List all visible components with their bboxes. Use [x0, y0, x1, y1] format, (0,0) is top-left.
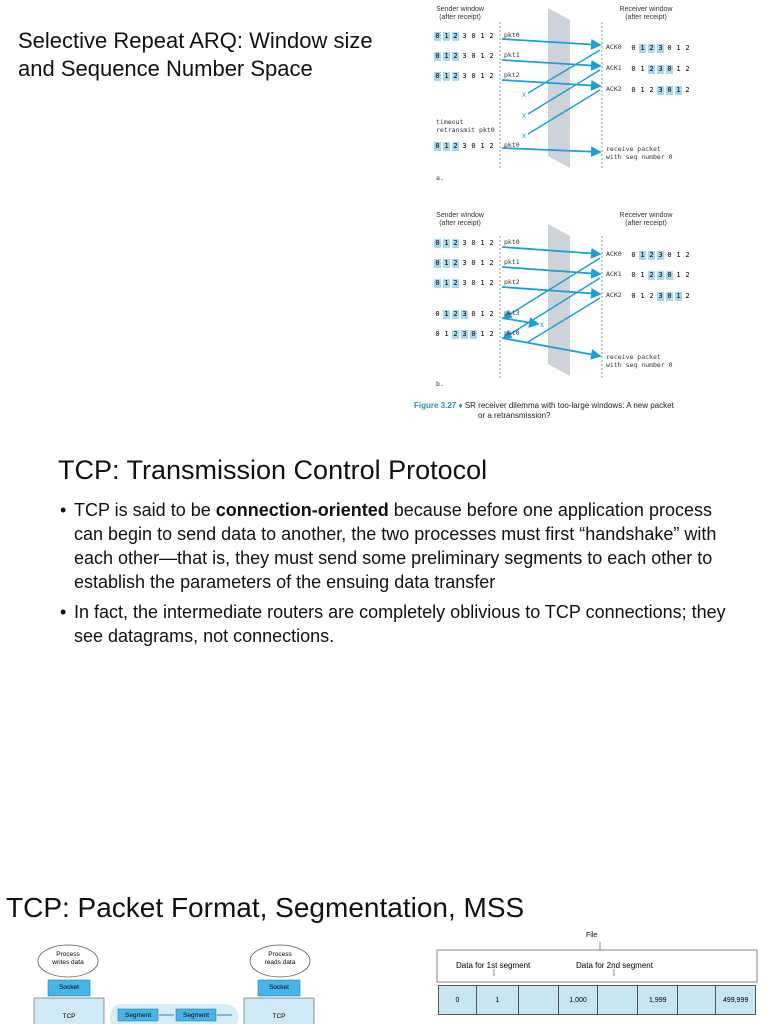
seq-number: 2: [453, 310, 458, 318]
seq-number: 2: [649, 65, 654, 73]
retransmit-row-a-label: pkt0: [504, 141, 520, 149]
seq-number: 3: [658, 65, 663, 73]
seq-number: 2: [453, 239, 458, 247]
seq-number: 0: [471, 32, 476, 40]
seq-number: 0: [471, 259, 476, 267]
seq-number: 1: [444, 52, 449, 60]
seq-number: 0: [435, 72, 440, 80]
seq-number: 3: [462, 279, 467, 287]
seq-number: 2: [489, 310, 494, 318]
seq-number: 1: [640, 251, 645, 259]
seq-number: 1: [480, 259, 485, 267]
seq-number: 0: [435, 52, 440, 60]
byte-cells-row: [438, 985, 756, 1015]
seq-number: 3: [658, 271, 663, 279]
bullet2-text: In fact, the intermediate routers are completely oblivious to TCP connections; they see datagrams, not connections.: [74, 602, 726, 646]
sender-row-b-0: [434, 239, 495, 248]
figure-number: Figure 3.27: [414, 401, 457, 410]
sender-window-header-a: [430, 6, 490, 22]
seq-number: 2: [685, 251, 690, 259]
seq-number: 0: [667, 65, 672, 73]
figure-caption-line1: [414, 401, 714, 411]
bullet1-post: because before one application process can begin to send data to another, the two processes must first “handshake” with each other—that is, they must send some preliminary segments to each other to establish the parameters of the ensuing data transfer: [74, 500, 717, 592]
sender-row-a-2: [434, 72, 495, 81]
seq-number: 1: [676, 292, 681, 300]
timeout-note-line1: timeout: [436, 118, 464, 126]
sr-figure: [410, 0, 730, 430]
seq-number: 0: [667, 292, 672, 300]
seq-number: 3: [658, 86, 663, 94]
receiver-header-line2-b: (after receipt): [625, 220, 667, 227]
seq-number: 0: [435, 330, 440, 338]
ack-label-b-2: ACK2: [606, 291, 622, 299]
seq-number: 0: [471, 72, 476, 80]
seq-number: 1: [480, 52, 485, 60]
process-right-label: [252, 951, 308, 967]
receiver-row-a-2: [630, 86, 691, 95]
sender-window-header-b: [430, 212, 490, 228]
seq-number: 1: [480, 32, 485, 40]
receive-note-b-line2: with seq number 0: [606, 361, 673, 369]
seq-number: 2: [453, 279, 458, 287]
seq-number: 1: [676, 65, 681, 73]
seq-number: 1: [444, 142, 449, 150]
seq-number: 0: [631, 65, 636, 73]
sender-row-a-1: [434, 52, 495, 61]
seq-number: 3: [658, 251, 663, 259]
sender-row-a-1-label: pkt1: [504, 51, 520, 59]
seq-number: 1: [676, 251, 681, 259]
bullet1-text: [74, 498, 740, 594]
seq-number: 0: [471, 52, 476, 60]
seq-number: 0: [667, 86, 672, 94]
sender-row-b-4-label: pkt0: [504, 329, 520, 337]
lost-mark-3: x: [522, 131, 526, 140]
sender-row-b-0-label: pkt0: [504, 238, 520, 246]
seq-number: 0: [667, 271, 672, 279]
seq-number: 2: [453, 52, 458, 60]
slide1-title-line1: Selective Repeat ARQ: Window size: [18, 28, 373, 53]
tcp-left-box: [34, 998, 104, 1024]
seq-number: 2: [489, 72, 494, 80]
seq-number: 1: [640, 44, 645, 52]
ack-label-b-1: ACK1: [606, 270, 622, 278]
seq-number: 0: [435, 32, 440, 40]
receive-note-a: [606, 145, 673, 161]
seq-number: 1: [444, 279, 449, 287]
receiver-row-a-1: [630, 65, 691, 74]
byte-cell: 1: [477, 986, 519, 1014]
caption-text-1: SR receiver dilemma with too-large windows: A new packet: [464, 401, 674, 410]
segment-label-2: Segment: [182, 1012, 210, 1019]
figure-caption: [414, 401, 714, 421]
seq-number: 2: [649, 86, 654, 94]
lost-mark-2: x: [522, 111, 526, 120]
tcp-buffers-figure: [30, 940, 330, 1024]
process-right-line2: reads data: [264, 959, 296, 966]
byte-cell: 499,999: [722, 996, 749, 1004]
seg2-label: Data for 2nd segment: [576, 961, 653, 970]
sender-row-b-4: [434, 330, 495, 339]
seq-number: 0: [631, 271, 636, 279]
seq-number: 2: [489, 239, 494, 247]
seq-number: 2: [649, 271, 654, 279]
bullet-dot: •: [60, 500, 67, 520]
seq-number: 3: [462, 72, 467, 80]
caption-separator: ♦: [458, 401, 463, 410]
ack-label-a-1: ACK1: [606, 64, 622, 72]
sender-row-b-3: [434, 310, 495, 319]
receiver-window-header-b: [616, 212, 676, 228]
timeout-note: [436, 118, 495, 134]
part-a-marker: a.: [436, 174, 444, 182]
seq-number: 0: [471, 239, 476, 247]
bullet-connection-oriented: [60, 498, 740, 594]
seq-number: 2: [649, 44, 654, 52]
seq-number: 0: [631, 86, 636, 94]
seq-number: 1: [640, 86, 645, 94]
seq-number: 0: [435, 279, 440, 287]
seq-number: 1: [480, 310, 485, 318]
byte-cell: [678, 986, 716, 1014]
byte-cell: 0: [439, 986, 477, 1014]
seq-number: 3: [462, 259, 467, 267]
seq-number: 1: [480, 142, 485, 150]
byte-cell: 1,999: [638, 986, 678, 1014]
seq-number: 2: [489, 279, 494, 287]
part-b-marker: b.: [436, 380, 444, 388]
sender-row-b-2: [434, 279, 495, 288]
seq-number: 0: [435, 142, 440, 150]
seq-number: 2: [453, 330, 458, 338]
seq-number: 2: [453, 72, 458, 80]
receiver-row-b-2: [630, 292, 691, 301]
tcp-right-label: TCP: [272, 1013, 286, 1020]
receive-note-b: [606, 353, 673, 369]
seq-number: 1: [444, 259, 449, 267]
file-label: File: [586, 932, 598, 939]
seq-number: 2: [489, 142, 494, 150]
process-left-line2: writes data: [52, 959, 84, 966]
sender-header-line2-a: (after receipt): [439, 14, 481, 21]
seq-number: 3: [462, 239, 467, 247]
seq-number: 3: [658, 292, 663, 300]
seq-number: 1: [480, 279, 485, 287]
tcp-left-label: TCP: [62, 1013, 76, 1020]
ack-label-a-2: ACK2: [606, 85, 622, 93]
ack-label-b-0: ACK0: [606, 250, 622, 258]
seq-number: 3: [658, 44, 663, 52]
process-left-label: [40, 951, 96, 967]
seq-number: 0: [631, 292, 636, 300]
process-left-line1: Process: [56, 951, 80, 958]
seq-number: 2: [649, 251, 654, 259]
seq-number: 0: [471, 142, 476, 150]
seq-number: 1: [480, 72, 485, 80]
seq-number: 1: [640, 271, 645, 279]
receive-note-a-line1: receive packet: [606, 145, 661, 153]
slide1-title-line2: and Sequence Number Space: [18, 56, 313, 81]
seq-number: 0: [471, 330, 476, 338]
seq-number: 0: [631, 44, 636, 52]
seq-number: 0: [631, 251, 636, 259]
channel-band-b: [548, 224, 570, 376]
slide2-title: TCP: Transmission Control Protocol: [58, 455, 488, 485]
socket-right-label: Socket: [269, 984, 289, 991]
bullet1-pre: TCP is said to be: [74, 500, 216, 520]
seq-number: 3: [462, 52, 467, 60]
segment-label-1: Segment: [124, 1012, 152, 1019]
sender-row-b-1-label: pkt1: [504, 258, 520, 266]
seq-number: 1: [640, 65, 645, 73]
byte-cell: [519, 986, 559, 1014]
sender-row-b-1: [434, 259, 495, 268]
seq-number: 2: [489, 52, 494, 60]
seq-number: 0: [667, 44, 672, 52]
seq-number: 2: [453, 32, 458, 40]
seq-number: 2: [489, 32, 494, 40]
seq-number: 3: [462, 142, 467, 150]
seq-number: 2: [453, 142, 458, 150]
timeout-note-line2: retransmit pkt0: [436, 126, 495, 134]
bullet1-bold: connection-oriented: [215, 500, 389, 520]
sender-row-b-3-label: pkt3: [504, 309, 520, 317]
seq-number: 3: [462, 330, 467, 338]
tcp-right-box: [244, 998, 314, 1024]
channel-band-a: [548, 8, 570, 168]
sender-row-a-2-label: pkt2: [504, 71, 520, 79]
seq-number: 0: [471, 310, 476, 318]
receive-note-a-line2: with seq number 0: [606, 153, 673, 161]
slide3-title: TCP: Packet Format, Segmentation, MSS: [6, 892, 525, 923]
bullet-routers-oblivious: [60, 600, 740, 648]
seq-number: 2: [685, 271, 690, 279]
seq-number: 1: [480, 239, 485, 247]
receive-note-b-line1: receive packet: [606, 353, 661, 361]
seq-number: 0: [435, 239, 440, 247]
socket-left-label: Socket: [59, 984, 79, 991]
receiver-header-line1-a: Receiver window: [619, 6, 673, 13]
slide1-title: [18, 27, 373, 83]
retransmit-row-a: [434, 142, 495, 151]
seq-number: 1: [640, 292, 645, 300]
seq-number: 1: [676, 271, 681, 279]
caption-text-2: or a retransmission?: [478, 411, 551, 420]
process-right-line1: Process: [268, 951, 292, 958]
receiver-header-line1-b: Receiver window: [619, 212, 673, 219]
seq-number: 0: [435, 259, 440, 267]
seq-number: 1: [444, 239, 449, 247]
seq-number: 1: [480, 330, 485, 338]
lost-mark-4: x: [540, 320, 544, 329]
bullet-dot: •: [60, 602, 67, 622]
sender-row-a-0: [434, 32, 495, 41]
seq-number: 3: [462, 32, 467, 40]
sender-header-line2-b: (after receipt): [439, 220, 481, 227]
receiver-window-header-a: [616, 6, 676, 22]
receiver-row-a-0: [630, 44, 691, 53]
seq-number: 0: [667, 251, 672, 259]
receiver-row-b-0: [630, 251, 691, 260]
byte-cell: [598, 986, 638, 1014]
seq-number: 2: [685, 292, 690, 300]
ack-label-a-0: ACK0: [606, 43, 622, 51]
seq-number: 3: [462, 310, 467, 318]
seq-number: 2: [489, 330, 494, 338]
seq-number: 2: [649, 292, 654, 300]
sender-row-a-0-label: pkt0: [504, 31, 520, 39]
sender-header-line1-b: Sender window: [436, 212, 484, 219]
seq-number: 1: [676, 86, 681, 94]
seq-number: 1: [676, 44, 681, 52]
byte-cell: 1,000: [559, 986, 599, 1014]
seq-number: 0: [471, 279, 476, 287]
receiver-row-b-1: [630, 271, 691, 280]
seq-number: 2: [685, 44, 690, 52]
seq-number: 0: [435, 310, 440, 318]
file-segmentation-figure: [436, 928, 758, 1024]
sender-row-b-2-label: pkt2: [504, 278, 520, 286]
seq-number: 2: [453, 259, 458, 267]
seq-number: 1: [444, 32, 449, 40]
seq-number: 1: [444, 310, 449, 318]
lost-mark-1: x: [522, 90, 526, 99]
seq-number: 2: [489, 259, 494, 267]
seq-number: 1: [444, 72, 449, 80]
seq-number: 2: [685, 86, 690, 94]
seq-number: 1: [444, 330, 449, 338]
receiver-header-line2-a: (after receipt): [625, 14, 667, 21]
slide2-bullets: [60, 498, 740, 654]
seg1-label: Data for 1st segment: [456, 961, 531, 970]
seq-number: 2: [685, 65, 690, 73]
sender-header-line1-a: Sender window: [436, 6, 484, 13]
